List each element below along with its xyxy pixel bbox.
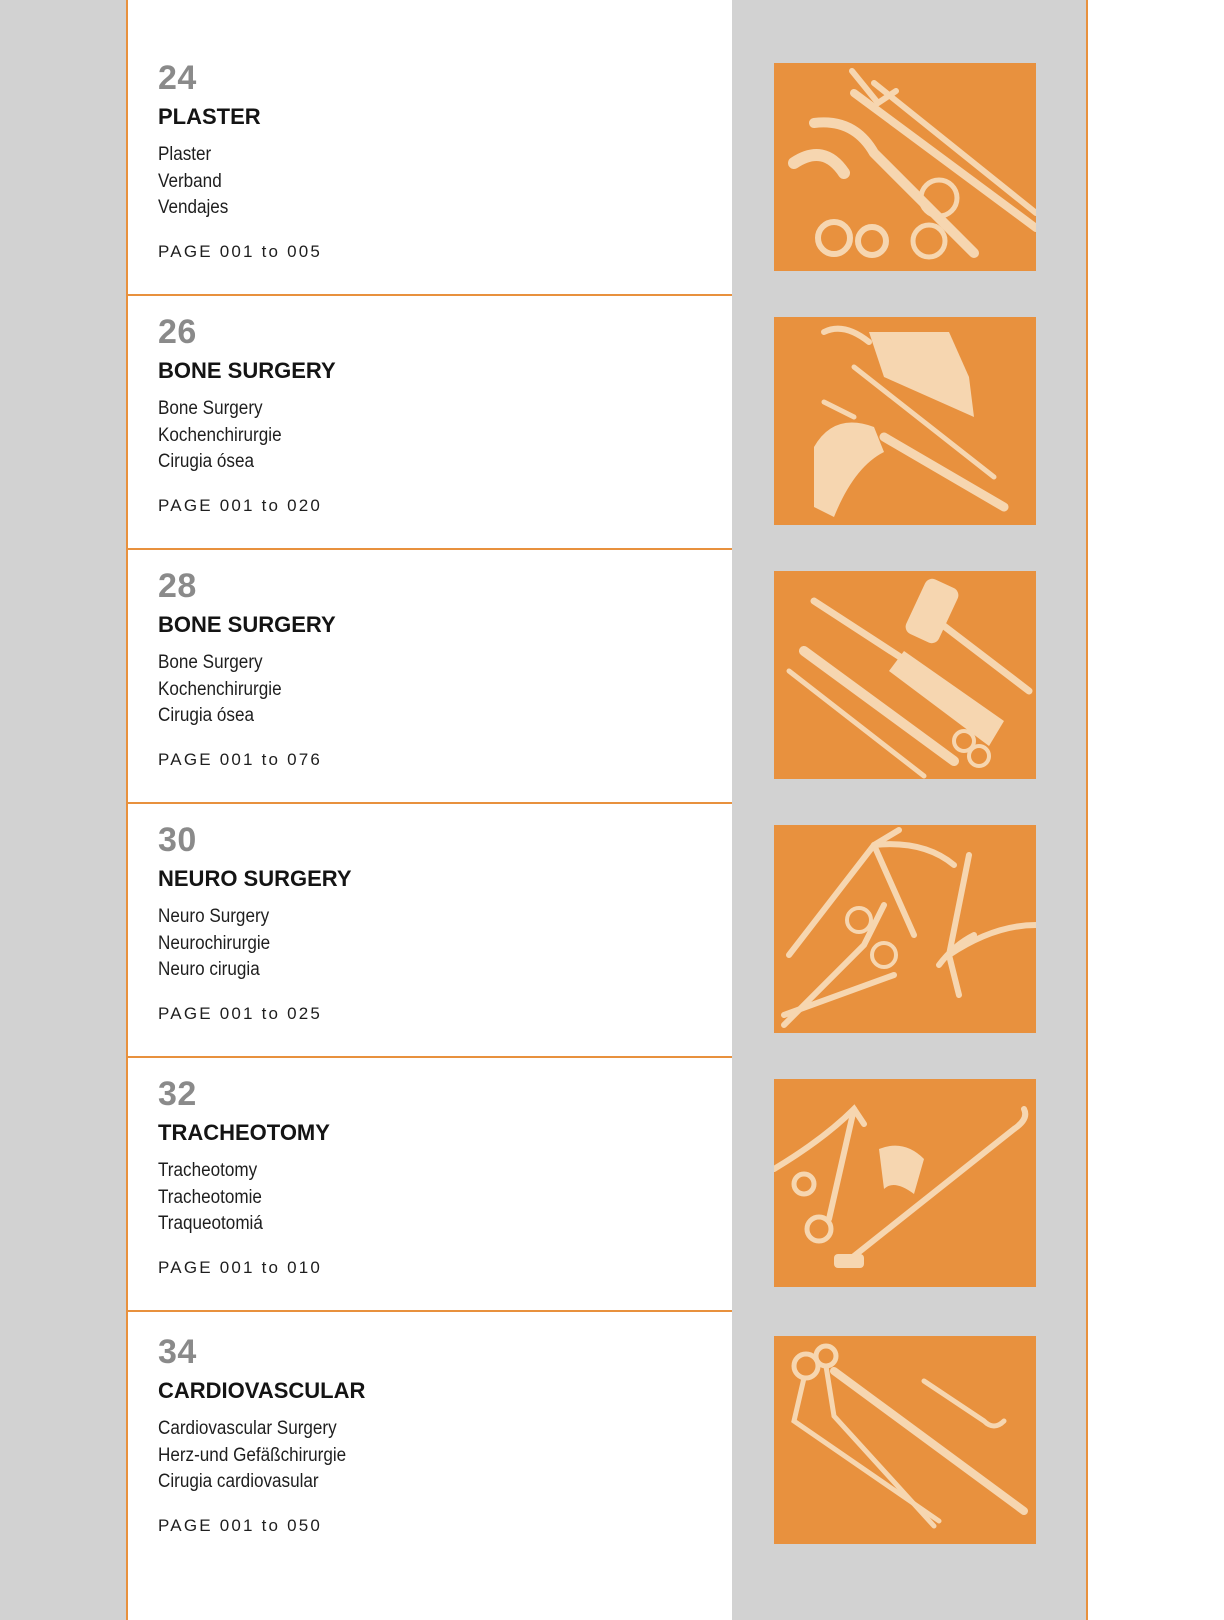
page-range: PAGE 001 to 020: [158, 495, 323, 515]
catalog-section-bone-surgery-28[interactable]: [158, 568, 698, 770]
section-divider: [126, 802, 732, 804]
tracheotomy-instruments-photo[interactable]: [774, 1079, 1036, 1287]
section-title: TRACHEOTOMY: [158, 1120, 330, 1145]
section-divider: [126, 1056, 732, 1058]
section-title: BONE SURGERY: [158, 358, 336, 383]
section-title: CARDIOVASCULAR: [158, 1378, 366, 1403]
subtitle-german: Kochenchirurgie: [158, 424, 282, 446]
catalog-section-plaster[interactable]: [158, 60, 698, 262]
section-title: PLASTER: [158, 104, 261, 129]
subtitle-spanish: Vendajes: [158, 197, 229, 218]
page-range: PAGE 001 to 076: [158, 749, 323, 769]
subtitle-german: Verband: [158, 170, 222, 192]
section-number: 24: [158, 59, 197, 97]
section-number: 30: [158, 821, 197, 859]
page-range: PAGE 001 to 005: [158, 241, 323, 261]
subtitle-english: Plaster: [158, 144, 212, 165]
section-divider: [126, 548, 732, 550]
subtitle-english: Bone Surgery: [158, 652, 263, 673]
subtitle-english: Cardiovascular Surgery: [158, 1418, 337, 1439]
section-number: 26: [158, 313, 197, 351]
cardiovascular-instruments-photo[interactable]: [774, 1336, 1036, 1544]
subtitle-spanish: Neuro cirugia: [158, 959, 260, 980]
catalog-section-neuro-surgery[interactable]: [158, 822, 698, 1024]
subtitle-german: Neurochirurgie: [158, 932, 271, 954]
subtitle-spanish: Cirugia ósea: [158, 451, 255, 472]
right-margin: [1088, 0, 1224, 1620]
bone-saw-drill-photo[interactable]: [774, 317, 1036, 525]
subtitle-german: Tracheotomie: [158, 1186, 262, 1208]
page-range: PAGE 001 to 010: [158, 1257, 323, 1277]
mallet-chisel-photo[interactable]: [774, 571, 1036, 779]
section-title: BONE SURGERY: [158, 612, 336, 637]
section-title: NEURO SURGERY: [158, 866, 352, 891]
page-range: PAGE 001 to 025: [158, 1003, 323, 1023]
subtitle-spanish: Cirugia cardiovasular: [158, 1471, 319, 1492]
catalog-section-bone-surgery-26[interactable]: [158, 314, 698, 516]
subtitle-english: Bone Surgery: [158, 398, 263, 419]
catalog-section-cardiovascular[interactable]: [158, 1334, 698, 1536]
section-number: 34: [158, 1333, 197, 1371]
page-range: PAGE 001 to 050: [158, 1515, 323, 1535]
rongeur-instruments-photo[interactable]: [774, 825, 1036, 1033]
subtitle-spanish: Cirugia ósea: [158, 705, 255, 726]
subtitle-english: Tracheotomy: [158, 1160, 258, 1181]
plaster-instruments-photo[interactable]: [774, 63, 1036, 271]
subtitle-english: Neuro Surgery: [158, 906, 270, 927]
subtitle-spanish: Traqueotomiá: [158, 1213, 263, 1234]
section-divider: [126, 1310, 732, 1312]
catalog-section-tracheotomy[interactable]: [158, 1076, 698, 1278]
subtitle-german: Kochenchirurgie: [158, 678, 282, 700]
section-number: 28: [158, 567, 197, 605]
subtitle-german: Herz-und Gefäßchirurgie: [158, 1444, 347, 1466]
section-divider: [126, 294, 732, 296]
section-number: 32: [158, 1075, 197, 1113]
